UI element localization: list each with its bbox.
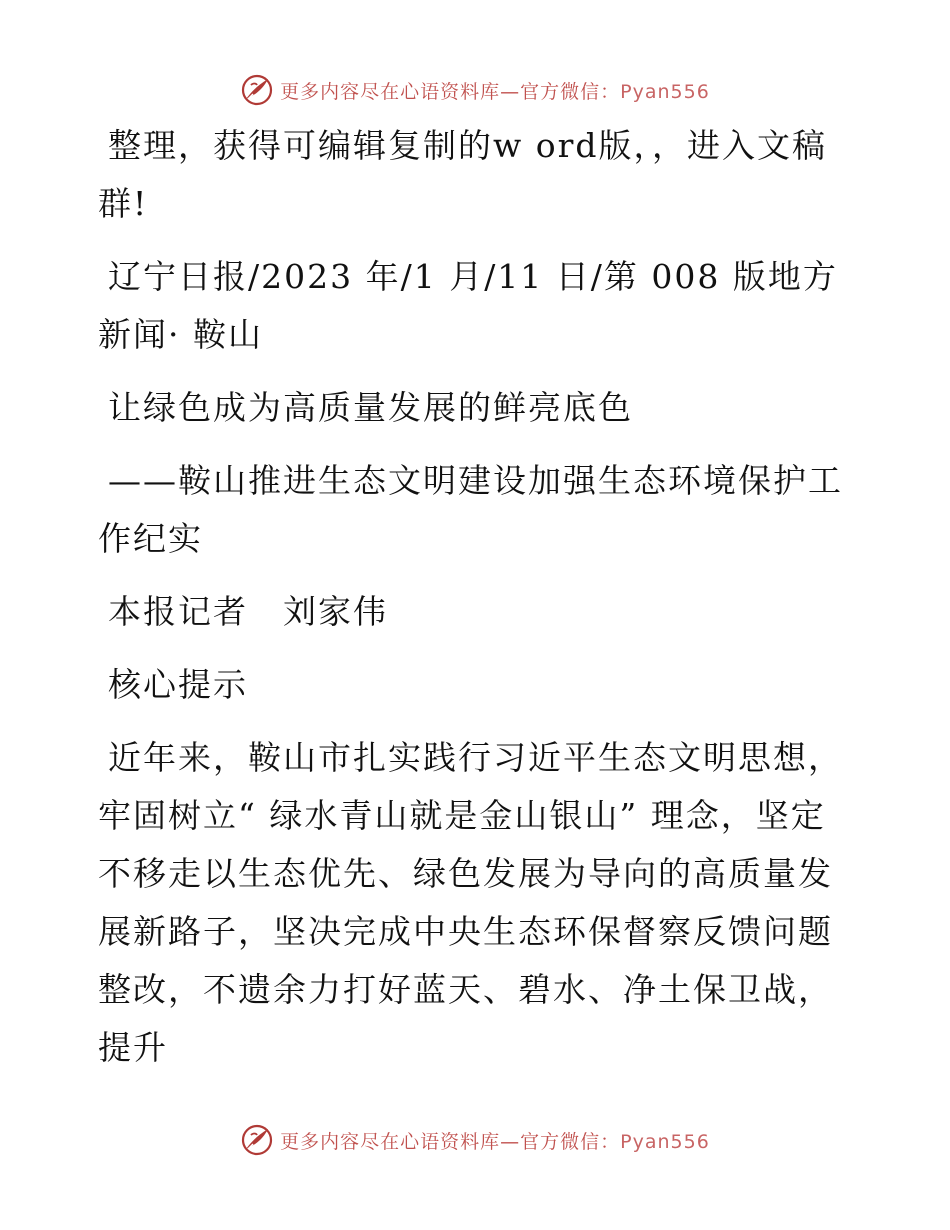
banner-text: 更多内容尽在心语资料库—官方微信：Pyan556 xyxy=(280,1130,710,1153)
article-subtitle: ——鞍山推进生态文明建设加强生态环境保护工作纪实 xyxy=(98,461,843,558)
byline: 本报记者 刘家伟 xyxy=(108,592,388,631)
header-banner xyxy=(0,70,950,110)
footer-banner xyxy=(0,1120,950,1160)
banner-text: 更多内容尽在心语资料库—官方微信：Pyan556 xyxy=(280,80,710,103)
document-body xyxy=(98,117,853,1092)
quill-logo-icon xyxy=(240,73,274,107)
body-paragraph: 近年来，鞍山市扎实践行习近平生态文明思想，牢固树立“ 绿水青山就是金山银山” 理念，坚定不移走以生态优先、绿色发展为导向的高质量发展新路子，坚决完成中央生态环保督察反馈问题整改，不遗余力打好蓝天、碧水、净土保卫战，提升 xyxy=(98,738,843,1067)
article-title: 让绿色成为高质量发展的鲜亮底色 xyxy=(108,388,633,427)
wechat-id: Pyan556 xyxy=(620,1130,710,1153)
source-line: 辽宁日报/2023 年/1 月/11 日/第 008 版地方新闻· 鞍山 xyxy=(98,257,838,354)
section-heading: 核心提示 xyxy=(108,665,248,704)
wechat-id: Pyan556 xyxy=(620,80,710,103)
quill-logo-icon xyxy=(240,1123,274,1157)
intro-paragraph: 整理，获得可编辑复制的w ord版，，进入文稿群! xyxy=(98,126,828,223)
